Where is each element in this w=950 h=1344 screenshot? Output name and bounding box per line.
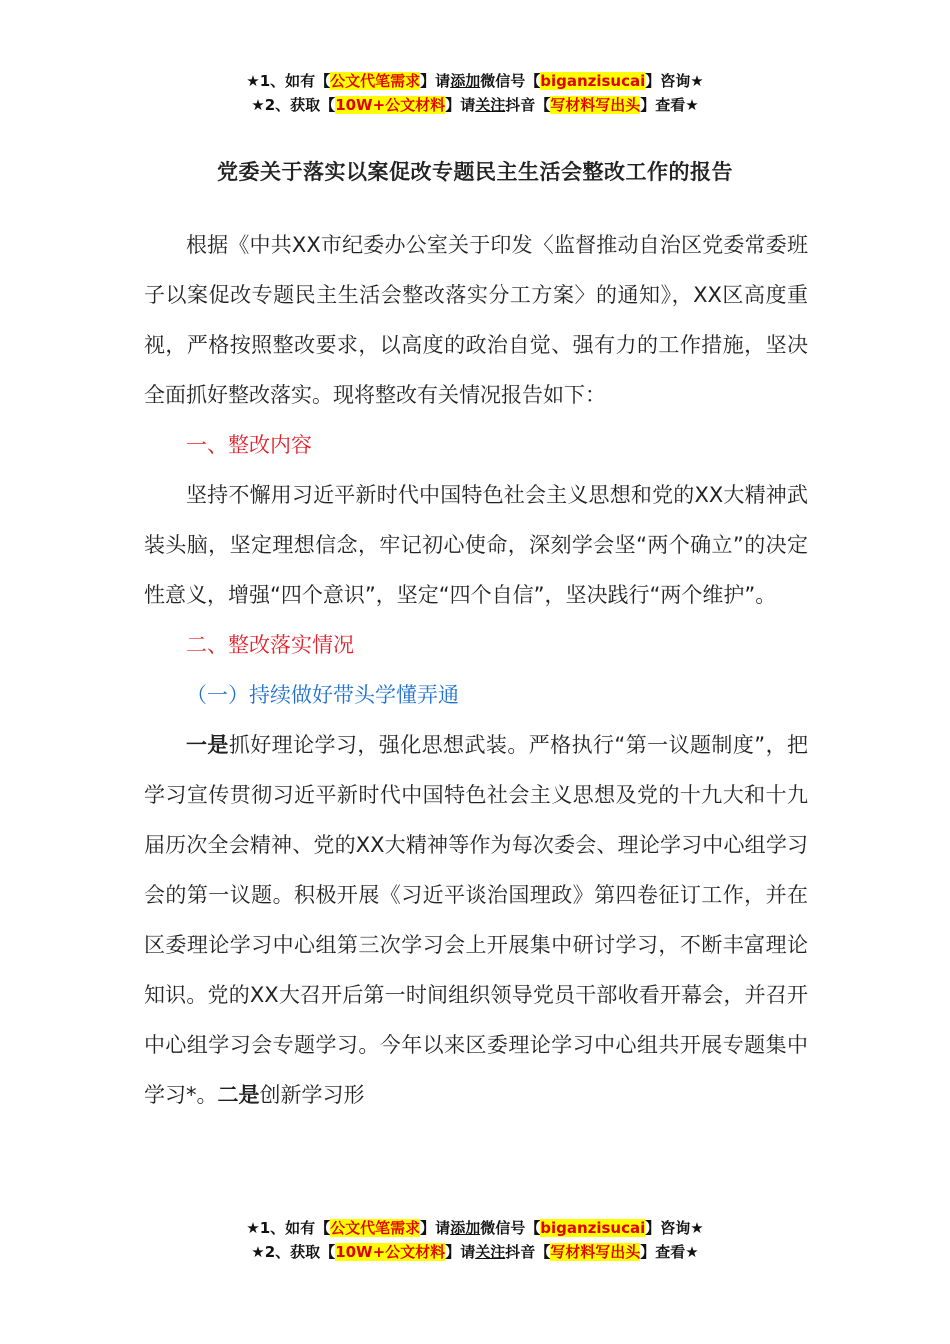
paragraph-text: 创新学习形 — [259, 1083, 365, 1107]
banner-underlined: 添加 — [450, 1219, 481, 1237]
subsection-heading-1: （一）持续做好带头学懂弄通 — [186, 683, 459, 707]
banner-text: 】查看★ — [640, 96, 699, 114]
banner-line-1 — [0, 1216, 950, 1240]
banner-underlined: 关注 — [475, 1243, 506, 1261]
paragraph-2 — [144, 720, 808, 1120]
banner-text: 】请 — [445, 96, 476, 114]
banner-text: ★1、如有【 — [246, 72, 331, 90]
banner-text: 抖音【 — [505, 1243, 551, 1261]
banner-highlight: 写材料写出头 — [550, 1243, 641, 1261]
bottom-banner — [0, 1216, 950, 1264]
document-body — [144, 220, 808, 1120]
banner-line-2 — [0, 93, 950, 117]
paragraph-text: 抓好理论学习，强化思想武装。严格执行“第一议题制度”，把学习宣传贯彻习近平新时代中国特色社会主义思想及党的十九大和十九届历次全会精神、党的XX大精神等作为每次委会、理论学习中心组学习会的第一议题。积极开展《习近平谈治国理政》第四卷征订工作，并在区委理论学习中心组第三次学习会上开展集中研讨学习，不断丰富理论知识。党的XX大召开后第一时间组织领导党员干部收看开幕会，并召开中心组学习会专题学习。今年以来区委理论学习中心组共开展专题集中学习*。 — [144, 733, 808, 1107]
banner-highlight: 10W+公文材料 — [335, 96, 446, 114]
top-banner — [0, 69, 950, 117]
banner-text: 】咨询★ — [645, 1219, 704, 1237]
banner-text: 】请 — [420, 72, 451, 90]
banner-text: 微信号【 — [480, 72, 541, 90]
banner-highlight: biganzisucai — [540, 1219, 646, 1237]
banner-text: 】请 — [420, 1219, 451, 1237]
banner-underlined: 添加 — [450, 72, 481, 90]
document-title: 党委关于落实以案促改专题民主生活会整改工作的报告 — [217, 160, 733, 184]
banner-highlight: biganzisucai — [540, 72, 646, 90]
section-heading-1: 一、整改内容 — [186, 433, 312, 457]
intro-paragraph: 根据《中共XX市纪委办公室关于印发〈监督推动自治区党委常委班子以案促改专题民主生活会整改落实分工方案〉的通知》，XX区高度重视，严格按照整改要求，以高度的政治自觉、强有力的工作措施，坚决全面抓好整改落实。现将整改有关情况报告如下： — [144, 233, 808, 407]
banner-line-1 — [0, 69, 950, 93]
banner-highlight: 10W+公文材料 — [335, 1243, 446, 1261]
banner-text: ★2、获取【 — [251, 96, 336, 114]
banner-text: ★2、获取【 — [251, 1243, 336, 1261]
banner-text: 抖音【 — [505, 96, 551, 114]
banner-underlined: 关注 — [475, 96, 506, 114]
paragraph-lead: 二是 — [217, 1083, 260, 1107]
banner-highlight: 写材料写出头 — [550, 96, 641, 114]
banner-text: ★1、如有【 — [246, 1219, 331, 1237]
banner-text: 微信号【 — [480, 1219, 541, 1237]
paragraph-lead: 一是 — [186, 733, 229, 757]
banner-highlight: 公文代笔需求 — [330, 72, 421, 90]
banner-text: 】查看★ — [640, 1243, 699, 1261]
banner-highlight: 公文代笔需求 — [330, 1219, 421, 1237]
banner-line-2 — [0, 1240, 950, 1264]
banner-text: 】请 — [445, 1243, 476, 1261]
section-heading-2: 二、整改落实情况 — [186, 633, 354, 657]
banner-text: 】咨询★ — [645, 72, 704, 90]
paragraph-1: 坚持不懈用习近平新时代中国特色社会主义思想和党的XX大精神武装头脑，坚定理想信念，牢记初心使命，深刻学会坚“两个确立”的决定性意义，增强“四个意识”，坚定“四个自信”，坚决践行“两个维护”。 — [144, 483, 808, 607]
